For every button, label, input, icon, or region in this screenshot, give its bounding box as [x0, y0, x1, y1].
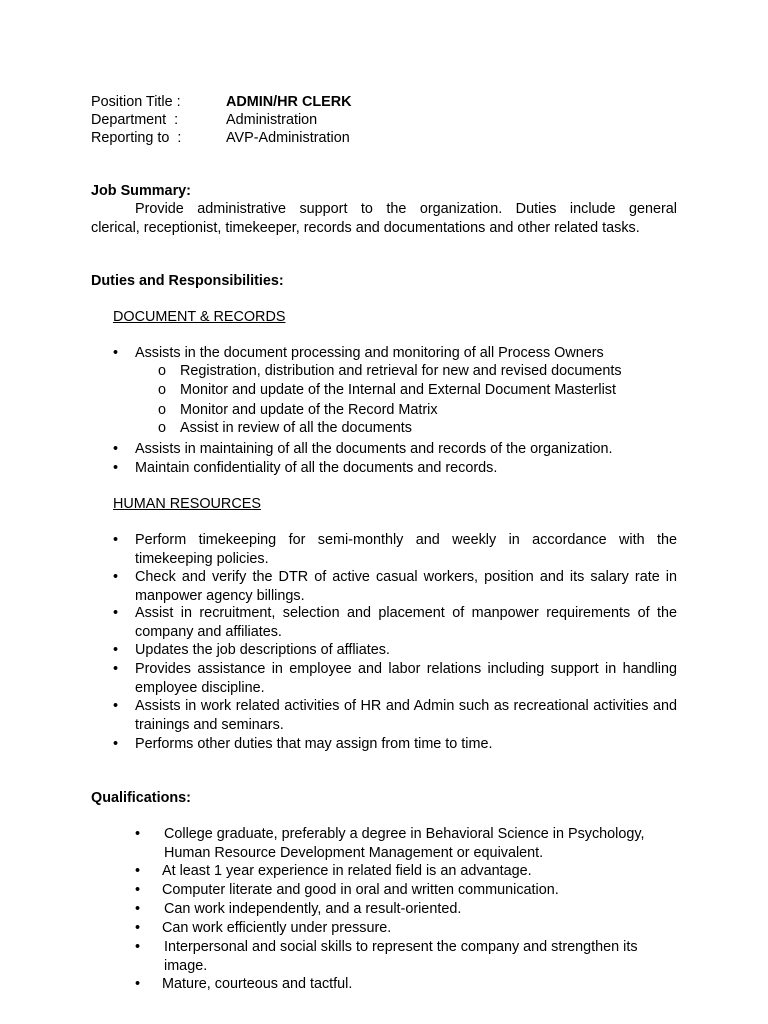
bullet-icon: • — [113, 698, 119, 714]
circle-bullet-icon: o — [158, 382, 167, 398]
duties-heading: Duties and Responsibilities: — [91, 273, 284, 289]
bullet-icon: • — [113, 605, 119, 621]
circle-bullet-icon: o — [158, 402, 167, 418]
list-item-text: At least 1 year experience in related field is an advantage. — [162, 863, 532, 879]
list-item-text: Perform timekeeping for semi-monthly and weekly in accordance with the timekeeping policies. — [135, 532, 677, 567]
reporting-value: AVP-Administration — [226, 130, 350, 146]
list-item-text: Provides assistance in employee and labor relations including support in handling employee discipline. — [135, 661, 677, 696]
bullet-icon: • — [113, 532, 119, 548]
bullet-icon: • — [135, 863, 141, 879]
bullet-icon: • — [113, 345, 119, 361]
job-summary-line-2: clerical, receptionist, timekeeper, records and documentations and other related tasks. — [91, 219, 640, 236]
bullet-icon: • — [113, 569, 119, 585]
list-item-text: Check and verify the DTR of active casual workers, position and its salary rate in manpower agency billings. — [135, 569, 677, 604]
bullet-icon: • — [135, 882, 141, 898]
bullet-icon: • — [135, 826, 141, 842]
sub-list-item-text: Monitor and update of the Record Matrix — [180, 402, 438, 418]
sub-list-item-text: Registration, distribution and retrieval for new and revised documents — [180, 363, 622, 379]
bullet-icon: • — [113, 460, 119, 476]
circle-bullet-icon: o — [158, 420, 167, 436]
reporting-label: Reporting to : — [91, 130, 182, 146]
bullet-icon: • — [135, 901, 141, 917]
list-item-text: Assists in work related activities of HR and Admin such as recreational activities and trainings and seminars. — [135, 698, 677, 733]
list-item-text: Assists in the document processing and monitoring of all Process Owners — [135, 345, 604, 361]
document-records-heading: DOCUMENT & RECORDS — [113, 309, 286, 325]
list-item-text: Performs other duties that may assign from time to time. — [135, 736, 493, 752]
position-title-value: ADMIN/HR CLERK — [226, 94, 352, 110]
list-item-text: Maintain confidentiality of all the documents and records. — [135, 460, 498, 476]
circle-bullet-icon: o — [158, 363, 167, 379]
list-item-text: Computer literate and good in oral and written communication. — [162, 882, 559, 898]
sub-list-item-text: Monitor and update of the Internal and External Document Masterlist — [180, 382, 616, 398]
list-item-text: Mature, courteous and tactful. — [162, 976, 353, 992]
job-summary-text — [91, 200, 677, 237]
list-item-text: Assists in maintaining of all the documents and records of the organization. — [135, 441, 613, 457]
bullet-icon: • — [135, 939, 141, 955]
qualifications-heading: Qualifications: — [91, 790, 191, 806]
list-item-text: Interpersonal and social skills to represent the company and strengthen its image. — [164, 939, 638, 974]
position-title-label: Position Title : — [91, 94, 181, 110]
bullet-icon: • — [113, 736, 119, 752]
list-item-text: Assist in recruitment, selection and placement of manpower requirements of the company and affiliates. — [135, 605, 677, 640]
sub-list-item-text: Assist in review of all the documents — [180, 420, 412, 436]
department-label: Department : — [91, 112, 179, 128]
bullet-icon: • — [113, 661, 119, 677]
bullet-icon: • — [113, 642, 119, 658]
bullet-icon: • — [135, 976, 141, 992]
job-summary-line-1: Provide administrative support to the organization. Duties include general — [135, 201, 677, 217]
list-item-text: Updates the job descriptions of affliates. — [135, 642, 390, 658]
job-summary-heading: Job Summary: — [91, 183, 191, 199]
department-value: Administration — [226, 112, 318, 128]
list-item-text: Can work efficiently under pressure. — [162, 920, 392, 936]
list-item-text: Can work independently, and a result-oriented. — [164, 901, 462, 917]
bullet-icon: • — [135, 920, 141, 936]
list-item-text: College graduate, preferably a degree in Behavioral Science in Psychology, Human Resource Development Management or equivalent. — [164, 826, 645, 861]
bullet-icon: • — [113, 441, 119, 457]
human-resources-heading: HUMAN RESOURCES — [113, 496, 261, 512]
